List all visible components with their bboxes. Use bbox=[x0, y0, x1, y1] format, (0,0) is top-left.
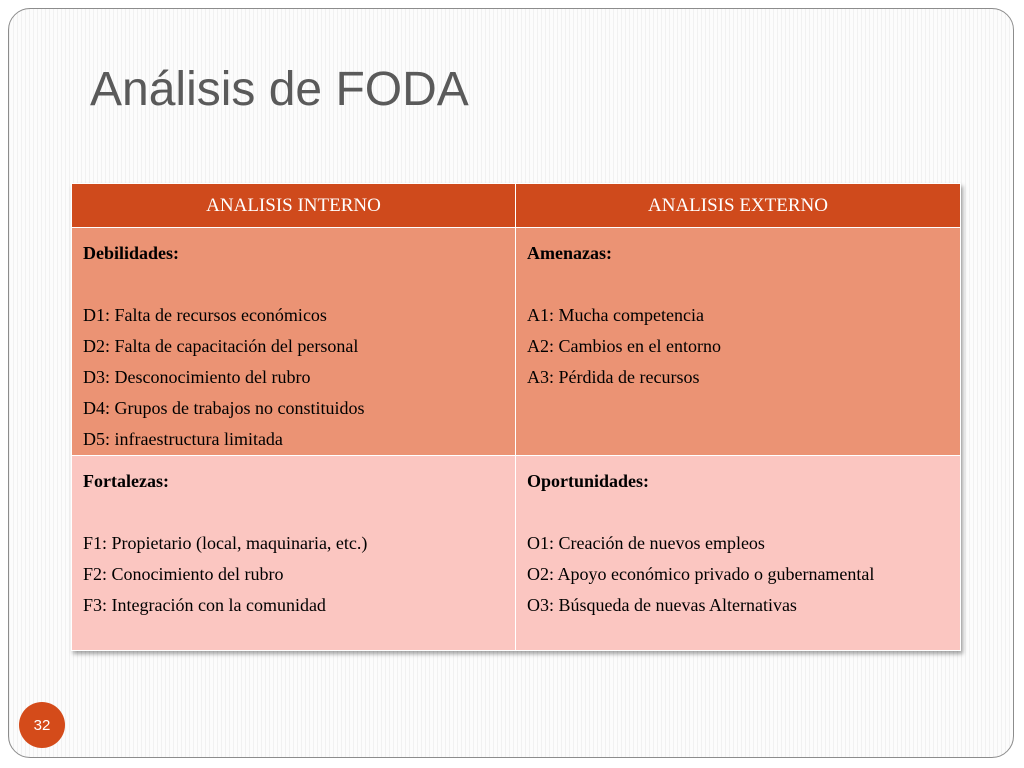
table-header-row bbox=[72, 184, 961, 228]
debilidades-heading: Debilidades: bbox=[83, 243, 180, 263]
list-item: F1: Propietario (local, maquinaria, etc.) bbox=[83, 533, 368, 553]
list-item: D2: Falta de capacitación del personal bbox=[83, 336, 359, 356]
list-item: O3: Búsqueda de nuevas Alternativas bbox=[527, 595, 797, 615]
fortalezas-heading: Fortalezas: bbox=[83, 471, 169, 491]
table-row bbox=[72, 228, 961, 456]
amenazas-heading: Amenazas: bbox=[527, 243, 612, 263]
list-item: O2: Apoyo económico privado o gubernamental bbox=[527, 564, 875, 584]
list-item: A3: Pérdida de recursos bbox=[527, 367, 700, 387]
list-item: F2: Conocimiento del rubro bbox=[83, 564, 284, 584]
list-item: F3: Integración con la comunidad bbox=[83, 595, 326, 615]
foda-table bbox=[71, 183, 961, 651]
cell-debilidades bbox=[72, 228, 516, 456]
list-item: A2: Cambios en el entorno bbox=[527, 336, 721, 356]
list-item: D4: Grupos de trabajos no constituidos bbox=[83, 398, 365, 418]
list-item: O1: Creación de nuevos empleos bbox=[527, 533, 765, 553]
header-external-analysis: ANALISIS EXTERNO bbox=[516, 184, 961, 228]
list-item: A1: Mucha competencia bbox=[527, 305, 704, 325]
cell-amenazas bbox=[516, 228, 961, 456]
page-number-badge: 32 bbox=[19, 702, 65, 748]
list-item: D1: Falta de recursos económicos bbox=[83, 305, 327, 325]
table-row bbox=[72, 456, 961, 651]
list-item: D5: infraestructura limitada bbox=[83, 429, 283, 449]
oportunidades-heading: Oportunidades: bbox=[527, 471, 650, 491]
cell-oportunidades bbox=[516, 456, 961, 651]
header-internal-analysis: ANALISIS INTERNO bbox=[72, 184, 516, 228]
slide-title: Análisis de FODA bbox=[90, 63, 469, 116]
list-item: D3: Desconocimiento del rubro bbox=[83, 367, 311, 387]
cell-fortalezas bbox=[72, 456, 516, 651]
